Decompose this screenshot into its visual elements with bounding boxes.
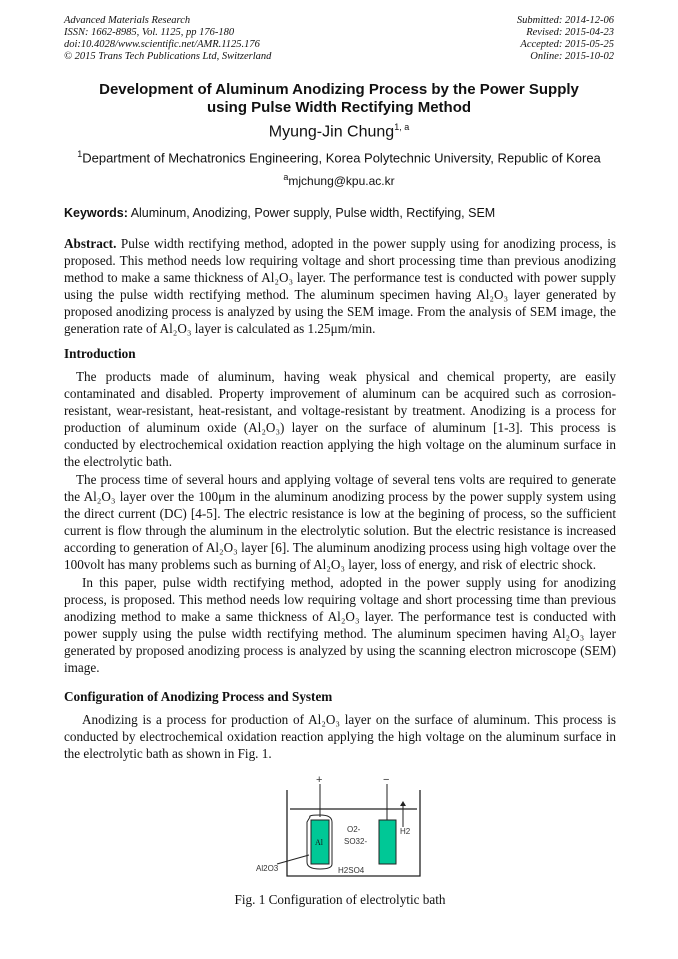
h2-arrow-head (400, 801, 406, 806)
keywords-label: Keywords: (64, 206, 128, 220)
cathode-electrode (379, 820, 396, 864)
h2so4-label: H2SO4 (338, 866, 365, 875)
submitted-date: Submitted: 2014-12-06 (516, 15, 614, 26)
plus-sign: + (316, 774, 323, 786)
affiliation (0, 149, 678, 165)
al-label: Al (315, 838, 323, 847)
section-heading: Configuration of Anodizing Process and System (64, 689, 333, 704)
paragraph: The process time of several hours and applying voltage of several tens volts are required to generate the Al₂O₃ layer over the 100μm in the aluminum anodizing process by the power supply system using the direct current (DC) [4-5]. The electric resistance is low at the begining of process, so the sufficient current is flow through the aluminum in the electrolytic solution. But the electric resistance is increased according to generation of Al₂O₃ layer [6]. The aluminum anodizing process using high voltage over the 100volt has many problems such as burning of Al₂O₃ layer, loss of energy, and risk of electric shock. (64, 472, 616, 572)
revised-date: Revised: 2015-04-23 (526, 27, 614, 38)
h2-label: H2 (400, 827, 411, 836)
title-line-2: using Pulse Width Rectifying Method (206, 99, 472, 116)
email-sup: a (283, 172, 289, 182)
title-line-1: Development of Aluminum Anodizing Process by the Power Supply (99, 81, 579, 98)
doi: doi:10.4028/www.scientific.net/AMR.1125.176 (64, 39, 260, 50)
affiliation-text: Department of Mechatronics Engineering, Korea Polytechnic University, Republic of Korea (82, 150, 601, 166)
figure (64, 772, 616, 908)
paper-title (40, 81, 638, 117)
author-name: Myung-Jin Chung (268, 123, 395, 141)
al2o3-label: Al2O3 (256, 864, 279, 873)
so3-label: SO32- (344, 837, 368, 846)
issn: ISSN: 1662-8985, Vol. 1125, pp 176-180 (64, 27, 235, 38)
al2o3-pointer (277, 855, 309, 864)
section-heading: Introduction (64, 346, 136, 361)
online-date: Online: 2015-10-02 (530, 51, 614, 62)
paragraph: The products made of aluminum, having weak physical and chemical property, are easily contaminated and disabled. Property improvement of aluminum can be acquired such as corrosion-resistant, wear-resistant, heat-resistant, and voltage-resistant by treatment. Anodizing is a process for production of aluminum oxide (Al₂O₃) layer on the surface of aluminum [1-3]. This process is conducted by electrochemical oxidation reaction applying the high voltage on the aluminum surface in the electrolytic bath. (64, 369, 616, 469)
figure-caption: Fig. 1 Configuration of electrolytic bath (234, 892, 446, 907)
paragraph: In this paper, pulse width rectifying method, adopted in the power supply using for anodizing process, is proposed. This method needs low requiring voltage and short processing time than previous anodizing method to make a same thickness of Al₂O₃ layer. The performance test is conducted with power supply using the pulse width rectifying method. The aluminum specimen having Al₂O₃ layer generated by proposed anodizing process is analyzed by using the scanning electron microscope (SEM) image. (64, 575, 616, 675)
keywords (64, 206, 495, 220)
paragraph: Anodizing is a process for production of Al₂O₃ layer on the surface of aluminum. This process is conducted by electrochemical oxidation reaction applying the high voltage on the aluminum surface in the electrolytic bath as shown in Fig. 1. (64, 712, 616, 761)
o2-label: O2- (347, 825, 361, 834)
email-text[interactable]: mjchung@kpu.ac.kr (288, 174, 395, 188)
abstract (64, 235, 616, 337)
dates-info (517, 15, 614, 63)
affiliation-sup: 1 (77, 149, 83, 159)
author (0, 122, 678, 141)
abstract-label: Abstract. (64, 236, 117, 251)
email (0, 172, 678, 188)
minus-sign: − (383, 774, 390, 786)
accepted-date: Accepted: 2015-05-25 (520, 39, 614, 50)
copyright: © 2015 Trans Tech Publications Ltd, Switzerland (64, 51, 272, 62)
body-content (64, 235, 616, 908)
journal-name: Advanced Materials Research (64, 15, 191, 26)
abstract-text: Pulse width rectifying method, adopted in the power supply using for anodizing process, is proposed. This method needs low requiring voltage and short processing time than previous anodizing method to make a same thickness of Al₂O₃ layer. The performance test is conducted with power supply using the pulse width rectifying method. The aluminum specimen having Al₂O₃ layer generated by proposed anodizing process is analyzed by using the SEM image. From the analysis of SEM image, the generation rate of Al₂O₃ layer is calculated as 1.25μm/min. (64, 236, 616, 336)
keywords-text: Aluminum, Anodizing, Power supply, Pulse width, Rectifying, SEM (127, 206, 496, 220)
electrolytic-bath-figure (250, 772, 430, 882)
journal-info (64, 15, 271, 63)
author-sup: 1, a (394, 122, 410, 132)
